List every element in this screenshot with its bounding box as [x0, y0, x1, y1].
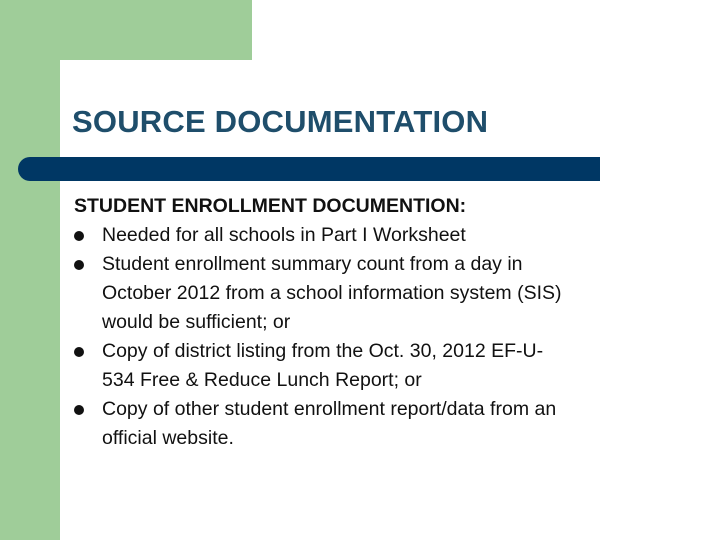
bullet-icon [74, 231, 84, 241]
bullet-icon [74, 260, 84, 270]
bullet-text: Needed for all schools in Part I Worksheet [102, 224, 466, 246]
slide-body [74, 192, 674, 453]
bullet-icon [74, 405, 84, 415]
bullet-item [74, 250, 674, 337]
section-heading: STUDENT ENROLLMENT DOCUMENTION: [74, 195, 467, 217]
title-underline-bar [18, 157, 600, 181]
bullet-icon [74, 347, 84, 357]
bullet-item [74, 221, 674, 250]
bullet-item [74, 395, 674, 453]
bullet-text: Copy of district listing from the Oct. 30, 2012 EF-U- 534 Free & Reduce Lunch Report; or [102, 340, 544, 391]
green-decor-left [0, 0, 60, 540]
bullet-text: Student enrollment summary count from a day in October 2012 from a school information system (SIS) would be sufficient; or [102, 253, 562, 333]
slide-title: SOURCE DOCUMENTATION [72, 104, 489, 139]
bullet-text: Copy of other student enrollment report/data from an official website. [102, 398, 557, 449]
bullet-item [74, 337, 674, 395]
bullet-list [74, 221, 674, 453]
